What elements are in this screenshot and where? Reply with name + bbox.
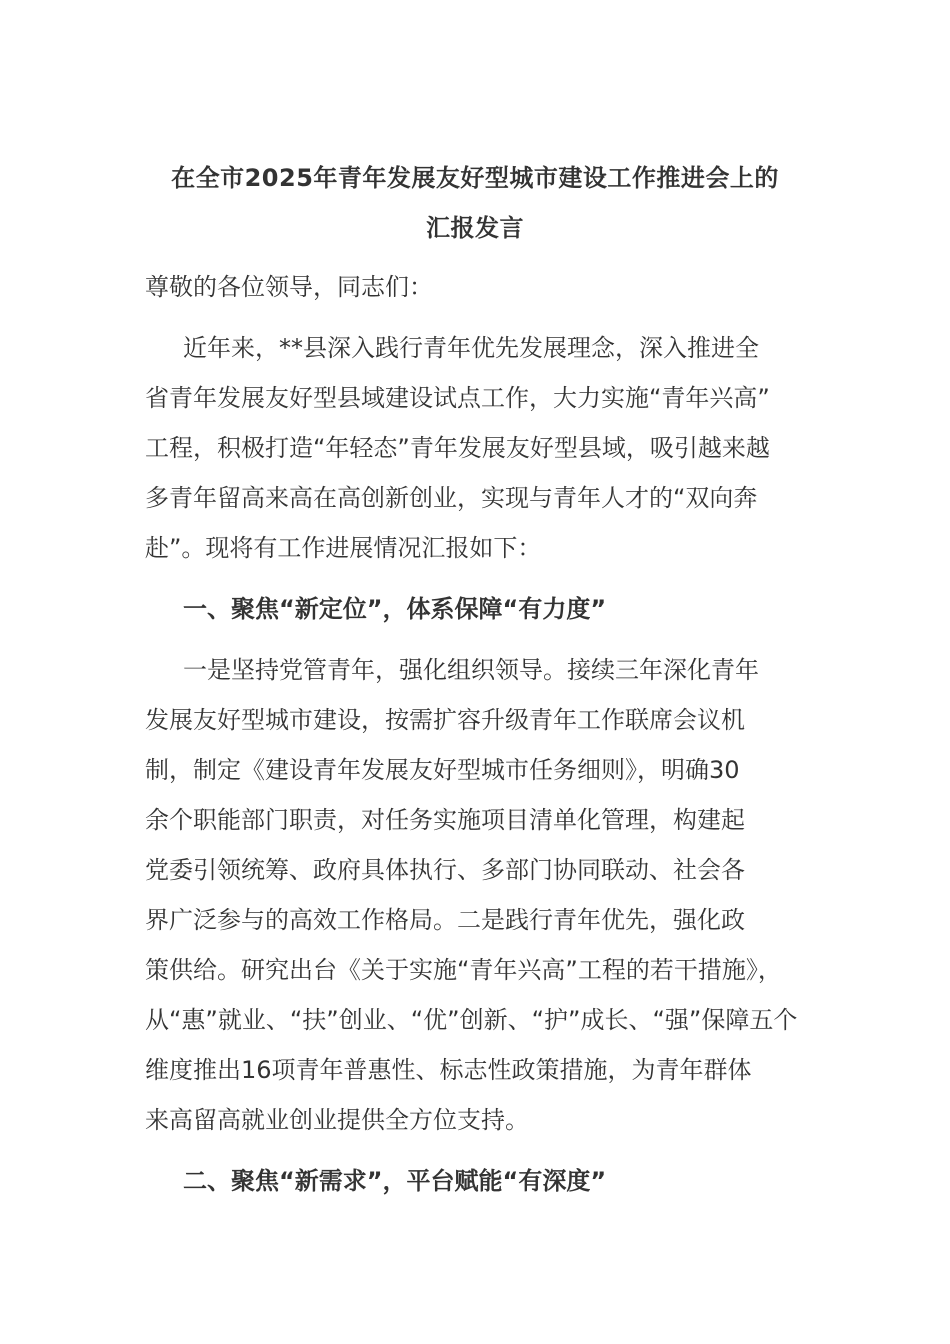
intro-line: 多青年留高来高在高创新创业，实现与青年人才的“双向奔	[145, 484, 758, 512]
intro-line: 省青年发展友好型县域建设试点工作，大力实施“青年兴高”	[145, 384, 770, 412]
section-1-heading-block	[145, 584, 835, 634]
section-2-heading-block	[145, 1156, 835, 1206]
section-1-line: 制，制定《建设青年发展友好型城市任务细则》，明确30	[145, 756, 740, 784]
document-title-line-2: 汇报发言	[426, 214, 524, 242]
section-1-line: 余个职能部门职责，对任务实施项目清单化管理，构建起	[145, 806, 745, 834]
intro-line: 赴”。现将有工作进展情况汇报如下：	[145, 534, 542, 562]
section-1-line: 发展友好型城市建设，按需扩容升级青年工作联席会议机	[145, 706, 745, 734]
section-1-line: 从“惠”就业、“扶”创业、“优”创新、“护”成长、“强”保障五个	[145, 1006, 798, 1034]
section-1-heading: 一、聚焦“新定位”，体系保障“有力度”	[183, 595, 607, 623]
salutation	[145, 262, 835, 312]
section-1-line: 来高留高就业创业提供全方位支持。	[145, 1106, 529, 1134]
intro-paragraph	[145, 323, 835, 573]
section-1-line: 策供给。研究出台《关于实施“青年兴高”工程的若干措施》，	[145, 956, 782, 984]
section-1-line: 维度推出16项青年普惠性、标志性政策措施，为青年群体	[145, 1056, 752, 1084]
section-1-line: 一是坚持党管青年，强化组织领导。接续三年深化青年	[183, 656, 759, 684]
salutation-text: 尊敬的各位领导，同志们：	[145, 273, 433, 301]
document-title-line-1: 在全市2025年青年发展友好型城市建设工作推进会上的	[171, 164, 779, 192]
section-2-heading: 二、聚焦“新需求”，平台赋能“有深度”	[183, 1167, 607, 1195]
section-1-line: 界广泛参与的高效工作格局。二是践行青年优先，强化政	[145, 906, 745, 934]
section-1-line: 党委引领统筹、政府具体执行、多部门协同联动、社会各	[145, 856, 745, 884]
section-1-paragraph	[145, 645, 835, 1145]
intro-line: 近年来，**县深入践行青年优先发展理念，深入推进全	[183, 334, 759, 362]
intro-line: 工程，积极打造“年轻态”青年发展友好型县域，吸引越来越	[145, 434, 770, 462]
